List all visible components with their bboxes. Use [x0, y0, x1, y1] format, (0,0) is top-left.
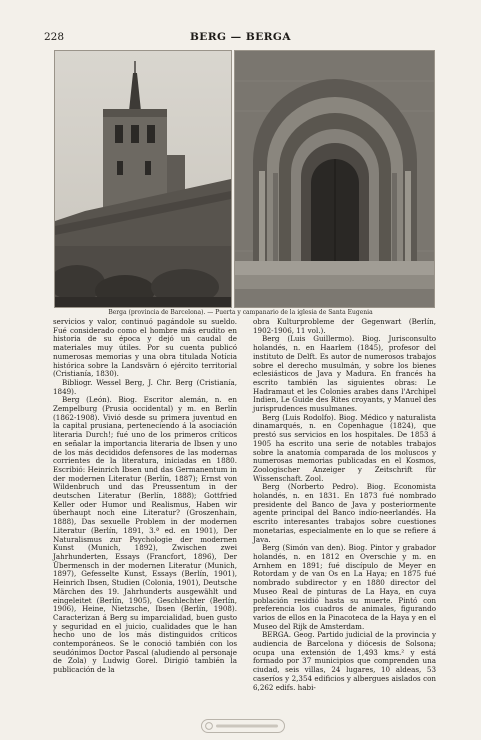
church-door-image — [235, 51, 434, 307]
right-para-1: obra Kulturprobleme der Gegenwart (Berlín, 1902-1906, 11 vol.). — [253, 317, 436, 335]
right-column — [253, 318, 436, 692]
right-para-4: Berg (Norberto Pedro). Biog. Economista holandés, n. en 1831. En 1873 fué nombrado presidente del Banco de Java y posteriormente agente principal del Banco indio-neerlandés. Ha escrito interesantes trabajos sobre cuestiones monetarias, especialmente en lo que se refiere á Java. — [253, 482, 436, 544]
page-number: 228 — [44, 31, 65, 43]
watermark-stamp — [201, 718, 285, 732]
right-para-2: Berg (Luis Guillermo). Biog. Jurisconsulto holandés, n. en Haarlem (1845), profesor del instituto de Delft. Es autor de numerosos trabajos sobre el derecho musulmán, y sobre los bienes eclesiásticos de Java y Madura. En francés ha escrito también las siguientes obras: Le Hadramaut et les Colonies arabes dans l'Archipel Indien, Le Guide des Rites croyants, y Manuel des jurisprudences musulmanes. — [253, 334, 436, 414]
figure-photos — [54, 50, 434, 308]
left-para-3: Berg (León). Biog. Escritor alemán, n. en Zempelburg (Prusia occidental) y m. en Berlín (1862-1908). Vivió desde su primera juventud en la capital prusiana, perteneciendo á la asociación literaria Durch!; fué uno de los primeros críticos en señalar la importancia literaria de Ibsen y uno de los más decididos defensores de las modernas corrientes de la literatura, iniciadas en 1880. Escribió: Heinrich Ibsen und das Germanentum in der modernen Literatur (Berlín, 1887); Ernst von Wildenbruch und das Preussentum in der deutschen Literatur (Berlín, 1888); Gottfried Keller oder Humor und Realismus, Haben wir überhaupt noch eine Literatur? (Groszenhain, 1888), Das sexuelle Problem in der modernen Literatur (Berlín, 1891, 3.ª ed. en 1901), Der Naturalismus zur Psychologie der modernen Kunst (Munich, 1892), Zwischen zwei Jahrhunderten, Essays (Francfort, 1896), Der Übermensch in der modernen Literatur (Munich, 1897), Gefesselte Kunst, Essays (Berlín, 1901), Heinrich Ibsen, Studien (Colonia, 1901), Deutsche Märchen des 19. Jahrhunderts ausgewählt und eingeleitet (Berlín, 1905), Geschlechter (Berlín, 1906), Heine, Nietzsche, Ibsen (Berlín, 1908). Caracterizan á Berg su imparcialidad, buen gusto y seguridad en el juicio, cualidades que le han hecho uno de los más distinguidos críticos contemporáneos. Se le conoció también con los seudónimos Doctor Pascal (aludiendo al personaje de Zola) y Ludwig Gorel. Dirigió también la publicación de la — [53, 395, 237, 675]
left-column — [53, 318, 237, 675]
watermark-logo — [201, 719, 285, 733]
right-para-5: Berg (Simón van den). Biog. Pintor y grabador holandés, n. en 1812 en Overschie y m. en Arnhem en 1891; fué discípulo de Meyer en Rotordam y de van Os en La Haya; en 1875 fué nombrado subdirector y en 1880 director del Museo Real de pinturas de La Haya, en cuya población residió hasta su muerte. Pintó con preferencia los cuadros de animales, figurando varios de ellos en la Pinacoteca de la Haya y en el Museo del Rijk de Amsterdam. — [253, 543, 436, 631]
figure-caption: Berga (provincia de Barcelona). — Puerta y campanario de la iglesia de Santa Eugenia — [108, 309, 373, 316]
bell-tower-photo — [54, 50, 232, 308]
running-title: BERG — BERGA — [189, 31, 292, 43]
bell-tower-image — [55, 51, 231, 307]
church-door-photo — [234, 50, 435, 308]
left-para-2: Bibliogr. Wessel Berg, J. Chr. Berg (Cristianía, 1849). — [53, 377, 237, 396]
page-header — [44, 31, 437, 45]
right-para-3: Berg (Luis Rodolfo). Biog. Médico y naturalista dinamarqués, n. en Copenhague (1824), que prestó sus servicios en los hospitales. De 1853 á 1905 ha escrito una serie de notables trabajos sobre la anatomía comparada de los moluscos y numerosas memorias publicadas en el Kosmos, Zoologischer Anzeiger y Zeitschrift für Wissenschaft. Zool. — [253, 412, 436, 483]
left-para-1: servicios y valor, continuó pagándole su sueldo. Fué considerado como el hombre más erudito en historia de su época y dejó un caudal de materiales muy útiles. Por su cuenta publicó numerosas memorias y una obra titulada Notícia histórica sobre la Landsvärn ó ejército territorial (Cristianía, 1830). — [53, 317, 237, 379]
right-para-6: BERGA. Geog. Partido judicial de la provincia y audiencia de Barcelona y diócesis de Solsona; ocupa una extensión de 1,493 kms.² y está formado por 37 municipios que comprenden una ciudad, seis villas, 24 lugares, 10 aldeas, 53 caseríos y 2,354 edificios y albergues aislados con 6,262 edifs. habi- — [253, 630, 436, 692]
